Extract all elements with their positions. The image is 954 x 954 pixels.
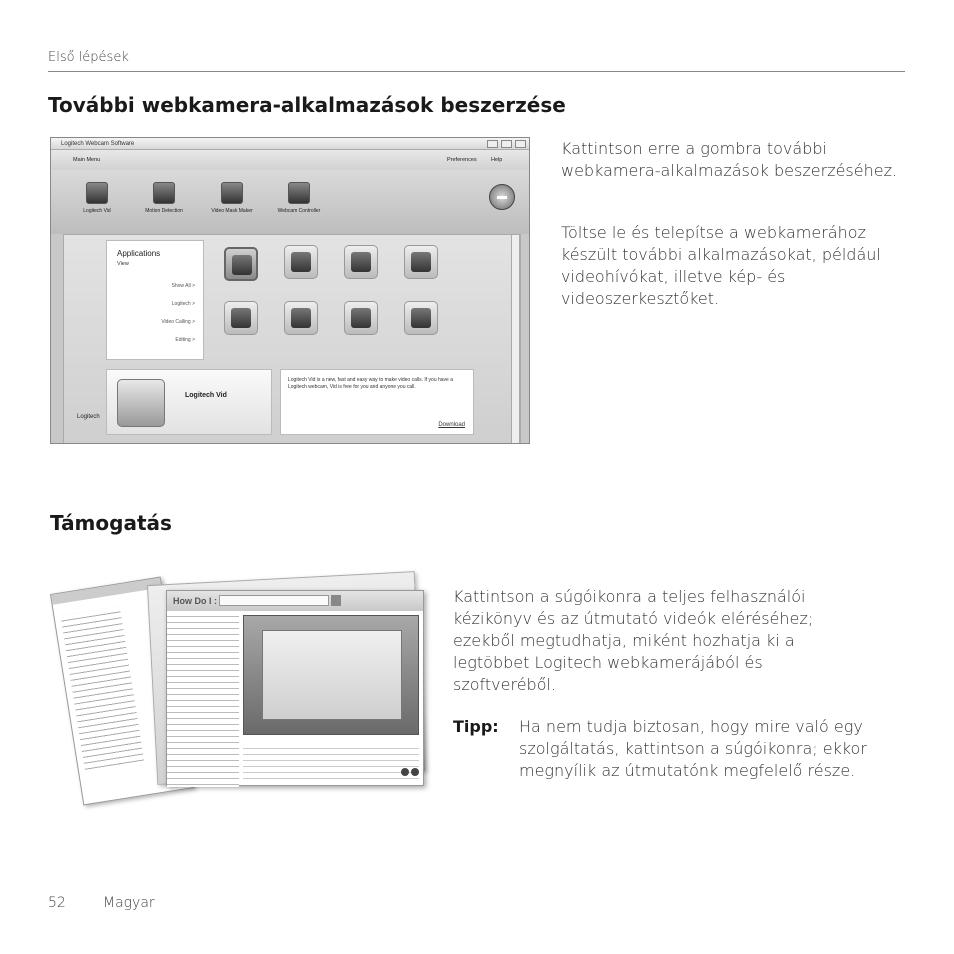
header-divider <box>48 71 905 72</box>
tip-label: Tipp: <box>453 717 499 736</box>
selected-app-name: Logitech Vid <box>185 392 227 399</box>
download-link[interactable]: Download <box>438 422 465 428</box>
playback-controls[interactable] <box>401 763 421 771</box>
tip-block <box>453 716 883 782</box>
app-video-mask-maker[interactable]: Video Mask Maker <box>202 182 262 214</box>
vid-icon <box>86 182 108 204</box>
tile-fast[interactable] <box>284 245 318 279</box>
how-do-i-window <box>166 590 424 786</box>
topic-select[interactable] <box>219 595 329 606</box>
yahoo-icon <box>411 308 431 328</box>
motion-detection-icon <box>153 182 175 204</box>
topics-list <box>167 611 239 787</box>
running-header: Első lépések <box>48 50 129 65</box>
contents-tree <box>60 606 144 773</box>
help-documents-screenshot <box>58 560 428 830</box>
filter-show-all[interactable]: Show All > <box>171 283 195 289</box>
window-title: Logitech Webcam Software <box>51 138 529 150</box>
app-motion-detection[interactable]: Motion Detection <box>134 182 194 214</box>
how-do-i-label: How Do I : <box>173 596 217 606</box>
selected-app-description: Logitech Vid is a new, fast and easy way to make video calls. If you have a Logitech webcam, Vid is free for you and anyone you call. Download <box>280 369 474 435</box>
tile-logitech-vid[interactable] <box>224 247 258 281</box>
tile-camera[interactable] <box>344 245 378 279</box>
applications-area <box>63 234 521 444</box>
tile-skype[interactable] <box>224 301 258 335</box>
tile-mask[interactable] <box>404 245 438 279</box>
app-logitech-vid[interactable]: Logitech Vid <box>67 182 127 214</box>
close-button[interactable] <box>515 140 526 148</box>
people-icon <box>291 308 311 328</box>
minimize-button[interactable] <box>487 140 498 148</box>
mail-icon <box>351 308 371 328</box>
preferences-link[interactable]: Preferences <box>447 157 477 163</box>
top-bar <box>51 150 529 170</box>
section2-paragraph: Kattintson a súgóikonra a teljes felhasználói kézikönyv és az útmutató videók eléréséhez; ezekből megtudhatja, miként hozhatja ki a legtöbbet Logitech webkamerájából és szoftveréből. <box>453 587 814 694</box>
tutorial-caption <box>243 743 419 783</box>
go-button[interactable] <box>331 595 341 606</box>
mask-icon <box>411 252 431 272</box>
mask-icon <box>221 182 243 204</box>
tile-yahoo[interactable] <box>404 301 438 335</box>
filter-editing[interactable]: Editing > <box>175 337 195 343</box>
help-link[interactable]: Help <box>491 157 503 163</box>
main-menu-link[interactable]: Main Menu <box>73 157 101 163</box>
maximize-button[interactable] <box>501 140 512 148</box>
vid-large-icon <box>117 379 165 427</box>
filter-logitech[interactable]: Logitech > <box>171 301 195 307</box>
applications-panel <box>106 240 204 360</box>
get-more-apps-button[interactable] <box>489 184 515 210</box>
tile-people[interactable] <box>284 301 318 335</box>
app-icon-bar <box>51 170 529 234</box>
tutorial-video <box>243 615 419 735</box>
controller-icon <box>288 182 310 204</box>
section-title-more-apps: További webkamera-alkalmazások beszerzése <box>48 93 566 117</box>
section-title-support: Támogatás <box>50 511 172 535</box>
page-number: 52 <box>48 895 66 911</box>
camera-icon <box>351 252 371 272</box>
panel-title: Applications <box>117 249 161 258</box>
footer-language: Magyar <box>103 895 155 911</box>
app-webcam-controller[interactable]: Webcam Controller <box>269 182 329 214</box>
scrollbar[interactable] <box>511 234 520 444</box>
section1-paragraph-2: Töltse le és telepítse a webkamerához készült további alkalmazásokat, például videohívókat, illetve kép- és videoszerkesztőket. <box>561 223 881 308</box>
tip-text: Ha nem tudja biztosan, hogy mire való egy szolgáltatás, kattintson a súgóikonra; ekkor megnyílik az útmutatónk megfelelő része. <box>519 717 867 780</box>
selected-app-card <box>106 369 272 435</box>
skype-icon <box>231 308 251 328</box>
fast-icon <box>291 252 311 272</box>
webcam-software-screenshot <box>50 137 530 444</box>
logitech-logo: Logitech <box>77 414 100 420</box>
video-preview-window <box>262 630 402 720</box>
filter-video-calling[interactable]: Video Calling > <box>161 319 195 325</box>
tile-mail[interactable] <box>344 301 378 335</box>
panel-view-label: View <box>117 261 129 267</box>
section1-paragraph-1: Kattintson erre a gombra további webkamera-alkalmazások beszerzéséhez. <box>561 139 898 180</box>
vid-icon <box>232 255 252 275</box>
